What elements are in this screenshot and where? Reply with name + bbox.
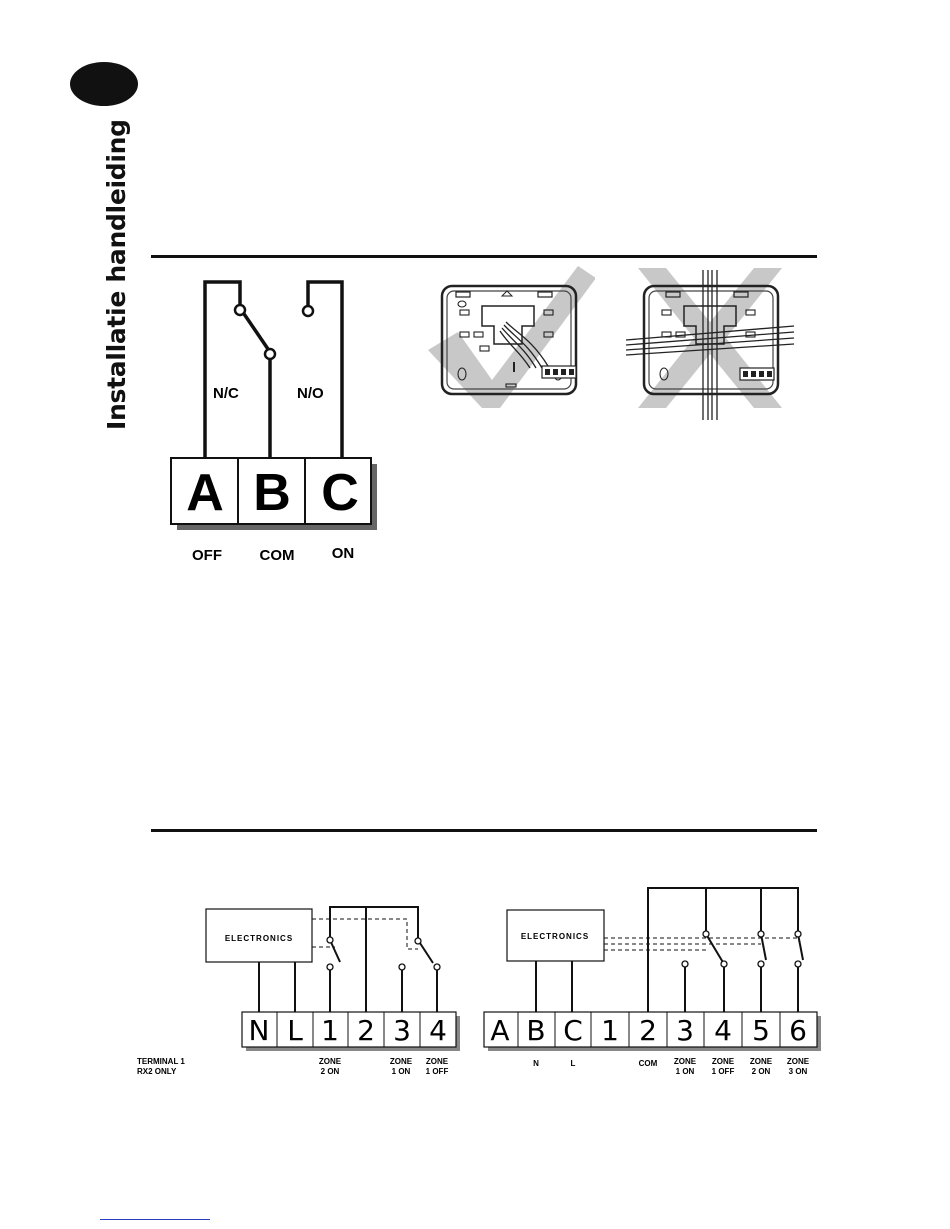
diagram-label: 2 ON	[751, 1067, 771, 1076]
terminal-n-left: N	[248, 1014, 270, 1047]
diagram-label: 5	[752, 1014, 770, 1047]
label-n: N	[533, 1059, 539, 1068]
label-com: COM	[259, 547, 295, 564]
diagram-label: A	[490, 1014, 510, 1047]
diagram-label: 1 OFF	[711, 1067, 735, 1076]
diagram-label: C	[563, 1014, 583, 1047]
diagram-label: 2 ON	[320, 1067, 340, 1076]
diagram-label: ZONE	[389, 1057, 413, 1066]
label-l: L	[570, 1059, 576, 1068]
diagram-label: ZONE	[318, 1057, 342, 1066]
section-divider-bottom	[151, 829, 817, 832]
diagram-label: 1 OFF	[425, 1067, 449, 1076]
diagram-label: B	[526, 1014, 546, 1047]
contact-nc-pin	[235, 305, 245, 315]
page-tab-marker	[70, 62, 138, 106]
diagram-label: ZONE	[711, 1057, 735, 1066]
diagram-label: 1	[601, 1014, 619, 1047]
terminal-2-left: 2	[357, 1014, 375, 1047]
terminal-1-left: 1	[321, 1014, 339, 1047]
diagram-label: 4	[714, 1014, 732, 1047]
wiring-diagram-right	[480, 880, 825, 1085]
electronics-label-left: ELECTRONICS	[224, 934, 294, 943]
terminal-a: A	[186, 464, 224, 522]
label-on: ON	[331, 545, 355, 562]
contact-com-pin	[265, 349, 275, 359]
diagram-label: 3	[676, 1014, 694, 1047]
terminal-4-left: 4	[429, 1014, 447, 1047]
diagram-label: 3 ON	[788, 1067, 808, 1076]
label-off: OFF	[192, 547, 222, 564]
footer-line	[100, 1219, 210, 1220]
note-line-2: RX2 ONLY	[137, 1067, 177, 1076]
label-nc: N/C	[213, 385, 239, 402]
label-com-right: COM	[638, 1059, 658, 1068]
contact-no-pin	[303, 306, 313, 316]
terminal-c: C	[321, 464, 359, 522]
diagram-label: ZONE	[425, 1057, 449, 1066]
diagram-label: 2	[639, 1014, 657, 1047]
wiring-diagram-left	[135, 895, 465, 1085]
incorrect-wiring-illustration	[622, 262, 797, 422]
terminal-l-left: L	[287, 1014, 303, 1047]
note-line-1: TERMINAL 1	[137, 1057, 185, 1066]
electronics-label-right: ELECTRONICS	[520, 932, 590, 941]
terminal-3-left: 3	[393, 1014, 411, 1047]
section-divider-top	[151, 255, 817, 258]
diagram-label: 1 ON	[391, 1067, 411, 1076]
diagram-label: ZONE	[749, 1057, 773, 1066]
relay-contact-diagram	[160, 270, 390, 570]
label-no: N/O	[297, 385, 324, 402]
correct-wiring-illustration	[420, 262, 595, 412]
switch-arm	[240, 308, 270, 352]
diagram-label: ZONE	[786, 1057, 810, 1066]
sidebar-title: Installatie handleiding	[102, 119, 131, 430]
diagram-label: 1 ON	[675, 1067, 695, 1076]
diagram-label: ZONE	[673, 1057, 697, 1066]
diagram-label: 6	[789, 1014, 807, 1047]
terminal-b: B	[253, 464, 291, 522]
